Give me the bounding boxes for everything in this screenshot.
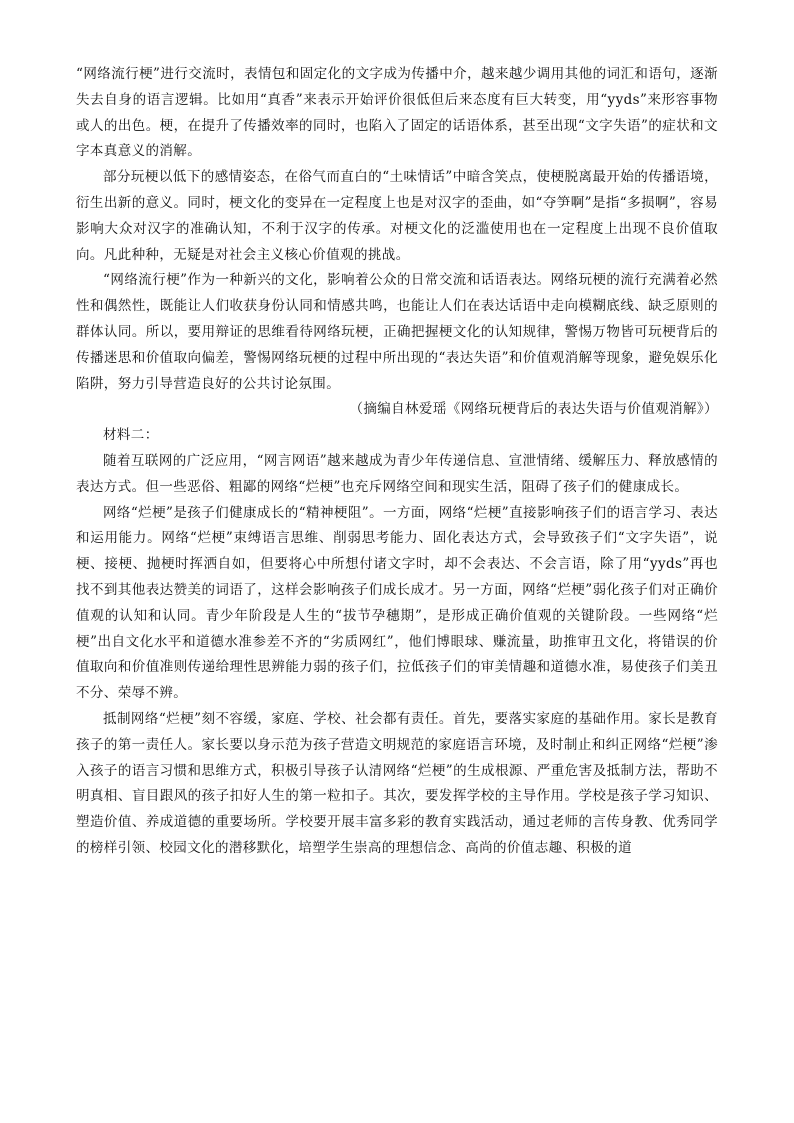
document-page xyxy=(76,62,718,862)
material-2-paragraph-2: 网络“烂梗”是孩子们健康成长的“精神梗阻”。一方面，网络“烂梗”直接影响孩子们的语言学习、表达和运用能力。网络“烂梗”束缚语言思维、削弱思考能力、固化表达方式，会导致孩子们“文字失语”，说梗、接梗、抛梗时挥洒自如，但要将心中所想付诸文字时，却不会表达、不会言语，除了用“yyds”再也找不到其他表达赞美的词语了，这样会影响孩子们成长成才。另一方面，网络“烂梗”弱化孩子们对正确价值观的认知和认同。青少年阶段是人生的“拔节孕穗期”，是形成正确价值观的关键阶段。一些网络“烂梗”出自文化水平和道德水准参差不齐的“劣质网红”，他们博眼球、赚流量，助推审丑文化，将错误的价值取向和价值准则传递给理性思辨能力弱的孩子们，拉低孩子们的审美情趣和道德水准，易使孩子们美丑不分、荣辱不辨。 xyxy=(76,504,718,702)
paragraph-3: “网络流行梗”作为一种新兴的文化，影响着公众的日常交流和话语表达。网络玩梗的流行充满着必然性和偶然性，既能让人们收获身份认同和情感共鸣，也能让人们在表达话语中走向模糊底线、缺乏原则的群体认同。所以，要用辩证的思维看待网络玩梗，正确把握梗文化的认知规律，警惕万物皆可玩梗背后的传播迷思和价值取向偏差，警惕网络玩梗的过程中所出现的“表达失语”和价值观消解等现象，避免娱乐化陷阱，努力引导营造良好的公共讨论氛围。 xyxy=(76,272,718,392)
paragraph-2: 部分玩梗以低下的感情姿态，在俗气而直白的“土味情话”中暗含笑点，使梗脱离最开始的传播语境，衍生出新的意义。同时，梗文化的变异在一定程度上也是对汉字的歪曲，如“夺笋啊”是指“多损啊”，容易影响大众对汉字的准确认知，不利于汉字的传承。对梗文化的泛滥使用也在一定程度上出现不良价值取向。凡此种种，无疑是对社会主义核心价值观的挑战。 xyxy=(76,169,718,263)
material-2-paragraph-1: 随着互联网的广泛应用，“网言网语”越来越成为青少年传递信息、宣泄情绪、缓解压力、释放感情的表达方式。但一些恶俗、粗鄙的网络“烂梗”也充斥网络空间和现实生活，阻碍了孩子们的健康成长。 xyxy=(76,452,718,495)
paragraph-1: “网络流行梗”进行交流时，表情包和固定化的文字成为传播中介，越来越少调用其他的词汇和语句，逐渐失去自身的语言逻辑。比如用“真香”来表示开始评价很低但后来态度有巨大转变，用“yyds”来形容事物或人的出色。梗，在提升了传播效率的同时，也陷入了固定的话语体系，甚至出现“文字失语”的症状和文字本真意义的消解。 xyxy=(76,66,718,160)
source-citation: （摘编自林爱瑶《网络玩梗背后的表达失语与价值观消解》） xyxy=(349,401,718,418)
material-2-paragraph-3: 抵制网络“烂梗”刻不容缓，家庭、学校、社会都有责任。首先，要落实家庭的基础作用。家长是教育孩子的第一责任人。家长要以身示范为孩子营造文明规范的家庭语言环境，及时制止和纠正网络“烂梗”渗入孩子的语言习惯和思维方式，积极引导孩子认清网络“烂梗”的生成根源、严重危害及抵制方法，帮助不明真相、盲目跟风的孩子扣好人生的第一粒扣子。其次，要发挥学校的主导作用。学校是孩子学习知识、塑造价值、养成道德的重要场所。学校要开展丰富多彩的教育实践活动，通过老师的言传身教、优秀同学的榜样引领、校园文化的潜移默化，培塑学生崇高的理想信念、高尚的价值志趣、积极的道 xyxy=(76,710,718,856)
material-2-label: 材料二： xyxy=(103,427,159,444)
